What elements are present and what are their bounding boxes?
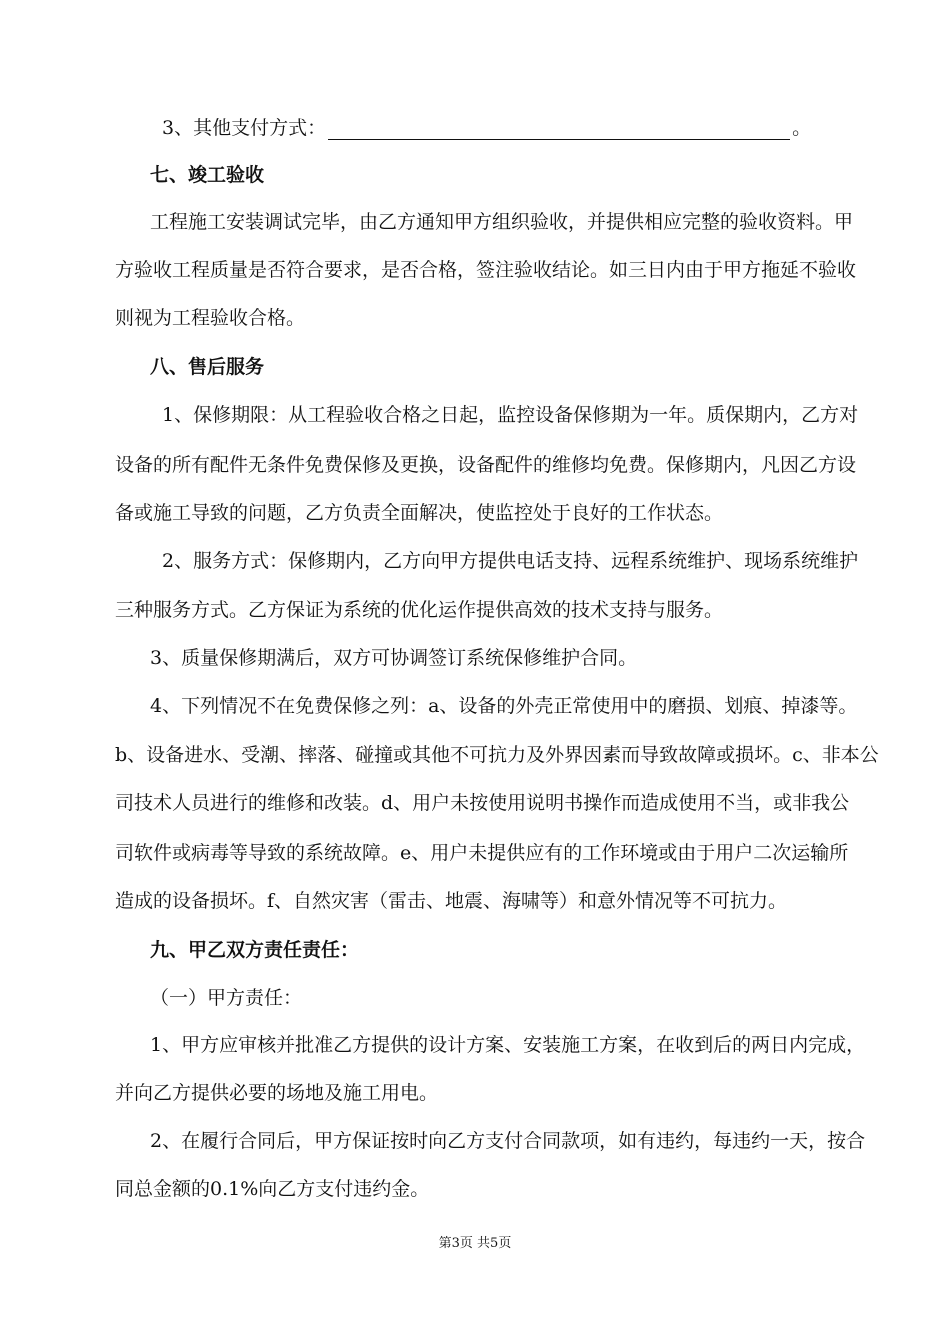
paragraph-line: 1、保修期限：从工程验收合格之日起，监控设备保修期为一年。质保期内，乙方对	[162, 404, 859, 426]
section-heading: 七、竣工验收	[150, 164, 265, 186]
blank-field[interactable]	[328, 121, 790, 140]
paragraph-line: 司技术人员进行的维修和改装。d、用户未按使用说明书操作而造成使用不当，或非我公	[115, 792, 850, 814]
paragraph-line: 2、在履行合同后，甲方保证按时向乙方支付合同款项，如有违约，每违约一天，按合	[150, 1130, 866, 1152]
section-heading: 九、甲乙双方责任责任：	[150, 939, 360, 961]
paragraph-line: 三种服务方式。乙方保证为系统的优化运作提供高效的技术支持与服务。	[115, 599, 724, 621]
paragraph-line: 4、下列情况不在免费保修之列：a、设备的外壳正常使用中的磨损、划痕、掉漆等。	[150, 695, 858, 717]
paragraph-line: 2、服务方式：保修期内，乙方向甲方提供电话支持、远程系统维护、现场系统维护	[162, 550, 859, 572]
paragraph-line: 备或施工导致的问题，乙方负责全面解决，使监控处于良好的工作状态。	[115, 502, 724, 524]
line-suffix: 。	[792, 117, 812, 139]
subsection-heading: （一）甲方责任：	[150, 987, 303, 1009]
paragraph-line: 同总金额的0.1%向乙方支付违约金。	[115, 1178, 430, 1200]
line-text: 3、其他支付方式：	[162, 117, 327, 139]
paragraph-line: 则视为工程验收合格。	[115, 307, 306, 329]
paragraph-line: 3、质量保修期满后，双方可协调签订系统保修维护合同。	[150, 647, 638, 669]
paragraph-line: 造成的设备损坏。f、自然灾害（雷击、地震、海啸等）和意外情况等不可抗力。	[115, 890, 788, 912]
paragraph-line: b、设备进水、受潮、摔落、碰撞或其他不可抗力及外界因素而导致故障或损坏。c、非本公	[115, 744, 879, 766]
payment-method-line	[162, 116, 811, 140]
paragraph-line: 设备的所有配件无条件免费保修及更换，设备配件的维修均免费。保修期内，凡因乙方设	[115, 454, 857, 476]
page-number-footer: 第3页 共5页	[438, 1236, 512, 1251]
paragraph-line: 并向乙方提供必要的场地及施工用电。	[115, 1082, 439, 1104]
paragraph-line: 司软件或病毒等导致的系统故障。e、用户未提供应有的工作环境或由于用户二次运输所	[115, 842, 849, 864]
section-heading: 八、售后服务	[150, 356, 265, 378]
paragraph-line: 工程施工安装调试完毕，由乙方通知甲方组织验收，并提供相应完整的验收资料。甲	[150, 211, 854, 233]
paragraph-line: 方验收工程质量是否符合要求，是否合格，签注验收结论。如三日内由于甲方拖延不验收	[115, 259, 857, 281]
paragraph-line: 1、甲方应审核并批准乙方提供的设计方案、安装施工方案，在收到后的两日内完成，	[150, 1034, 866, 1056]
